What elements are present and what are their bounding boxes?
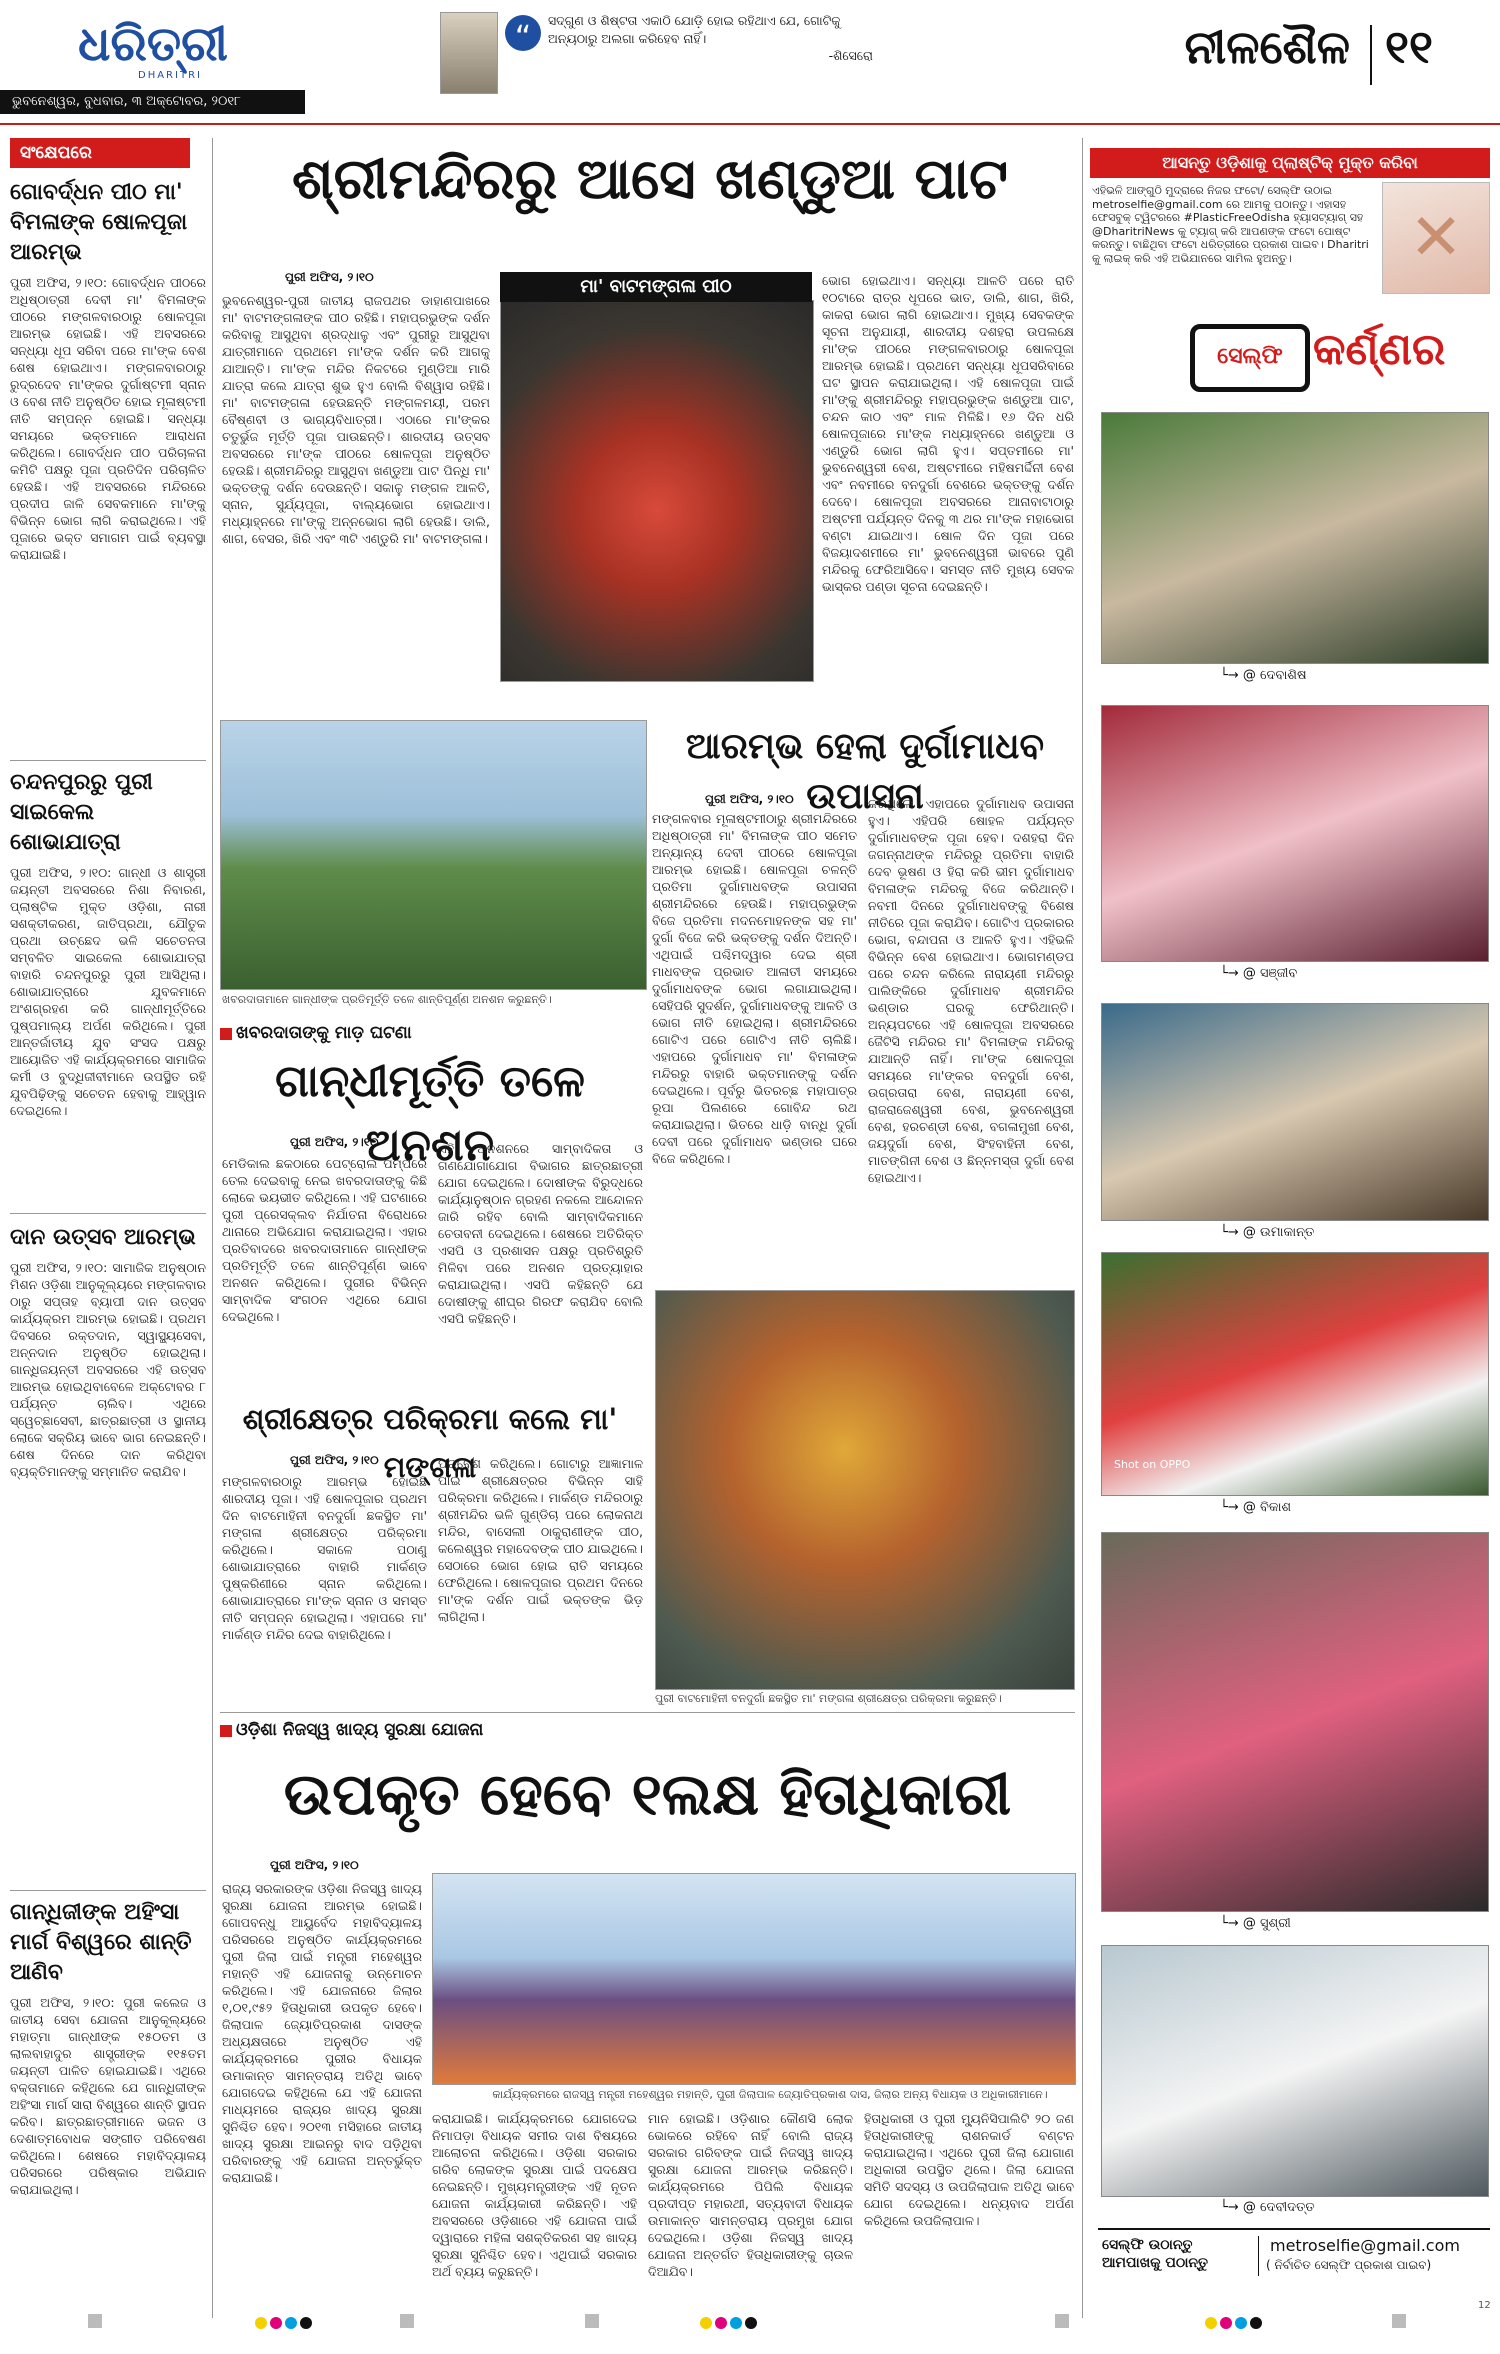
mangala-headline[interactable]: ଶ୍ରୀକ୍ଷେତ୍ର ପରିକ୍ରମା କଲେ ମା' ମଙ୍ଗଳା	[242, 1402, 618, 1484]
corner-arrow-icon: └→	[1220, 1225, 1243, 1240]
food-headline[interactable]: ଉପକୃତ ହେବେ ୧ଲକ୍ଷ ହିତାଧିକାରୀ	[283, 1760, 1012, 1828]
page-mark: 12	[1478, 2300, 1491, 2311]
phone-icon	[1190, 324, 1310, 392]
daily-quote	[548, 12, 883, 92]
corner-arrow-icon: └→	[1220, 668, 1243, 683]
brief-column	[0, 138, 210, 2328]
selfie-name: @ ଉମାକାନ୍ତ	[1242, 1225, 1315, 1240]
corner-arrow-icon: └→	[1220, 2200, 1243, 2215]
photo-tag: ମା' ବାଟମଙ୍ଗଳା ପୀଠ	[500, 272, 812, 302]
food-body-col4: ହିତାଧିକାରୀ ଓ ପୁରୀ ମ୍ୟୁନିସିପାଲିଟି ୨୦ ଜଣ ହିତାଧିକାରୀଙ୍କୁ ରାଶନକାର୍ଡ ବଣ୍ଟନ କରାଯାଇଥିଲା। ଏଥିରେ ପୁରୀ ଜିଲା ଯୋଗାଣ ଅଧିକାରୀ ଉପସ୍ଥିତ ଥିଲେ। ଜିଲା ଯୋଜନା ସମିତି ସଦସ୍ୟ ଓ ଉପଜିଲାପାଳ ଅତିଥି ଭାବେ ଯୋଗ ଦେଇଥିଲେ। ଧନ୍ୟବାଦ ଅର୍ପଣ କରିଥିଲେ ଉପଜିଲାପାଳ।	[864, 2111, 1074, 2228]
selfie-credit	[1220, 1916, 1291, 1931]
crop-mark	[88, 2314, 102, 2328]
selfie-corner-header	[1098, 312, 1490, 404]
crop-mark	[1392, 2314, 1406, 2328]
brief-title: ଦାନ ଉତ୍ସବ ଆରମ୍ଭ	[10, 1225, 196, 1250]
kicker-marker	[220, 1725, 232, 1737]
durga-body-col2: କରିଥିଲେ। ଏହାପରେ ଦୁର୍ଗାମାଧବ ଉପାସନା ହୁଏ। ଏହିପରି ଷୋହଳ ପର୍ଯ୍ୟନ୍ତ ଦୁର୍ଗାମାଧବଙ୍କ ପୂଜା ହେବ। ଦଶହରା ଦିନ ଜଗନ୍ନାଥଙ୍କ ମନ୍ଦିରରୁ ପ୍ରତିମା ବାହାରି ଦେବ ଭୂଷଣ ଓ ହିରା କରି ଭୀମ ଦୁର୍ଗାମାଧବ ବିମଳାଙ୍କ ମନ୍ଦିରକୁ ବିଜେ କରିଥାନ୍ତି। ନବମୀ ଦିନରେ ଦୁର୍ଗାମାଧବଙ୍କୁ ବିଶେଷ ନୀତିରେ ପୂଜା କରାଯିବ। ଗୋଟିଏ ପ୍ରକାରର ଭୋଗ, ବନ୍ଦାପନା ଓ ଆଳତି ହୁଏ। ଏହିଭଳି ବିଭିନ୍ନ ବେଶ ହୋଇଥାଏ। ଭୋଗମଣ୍ଡପ ପରେ ଚନ୍ଦନ କରିଲେ ନାରାୟଣୀ ମନ୍ଦିରରୁ ପାଲିଙ୍କିରେ ଦୁର୍ଗାମାଧବ ଶ୍ରୀମନ୍ଦିର ଭଣ୍ଡାର ଘରକୁ ଫେରିଥାନ୍ତି। ଅନ୍ୟପଟରେ ଏହି ଷୋଳପୂଜା ଅବସରରେ ଜୈଟିସି ମନ୍ଦିରର ମା' ବିମଳାଙ୍କ ମନ୍ଦିରକୁ ଯାଆନ୍ତି ନାହିଁ। ମା'ଙ୍କ ଷୋଳପୂଜା ସମୟରେ ମା'ଙ୍କର ବନଦୁର୍ଗା ବେଶ, ଉଗ୍ରତାରା ବେଶ, ନାରାୟଣୀ ବେଶ, ରାଜରାଜେଶ୍ୱରୀ ବେଶ, ଭୁବନେଶ୍ୱରୀ ବେଶ, ହରଚଣ୍ଡୀ ବେଶ, ବଗଳାମୁଖୀ ବେଶ, ଜୟଦୁର୍ଗା ବେଶ, ସିଂହବାହିନୀ ବେଶ, ମାତଙ୍ଗିନୀ ବେଶ ଓ ଛିନ୍ନମସ୍ତା ଦୁର୍ଗା ବେଶ ହୋଇଥାଏ।	[868, 796, 1074, 1185]
brief-item	[10, 1898, 206, 2354]
quote-icon: “	[505, 15, 541, 51]
selfie-photo[interactable]	[1101, 1003, 1489, 1221]
selfie-credit	[1220, 966, 1297, 981]
masthead-rule	[0, 123, 1500, 125]
mangala-photo-caption: ପୁରୀ ବାଟମୋହିନୀ ବନଦୁର୍ଗା ଛକସ୍ଥିତ ମା' ମଙ୍ଗଳା ଶ୍ରୀକ୍ଷେତ୍ର ପରିକ୍ରମା କରୁଛନ୍ତି।	[655, 1692, 1002, 1705]
selfie-photo[interactable]	[1101, 412, 1489, 664]
brief-title: ଗାନ୍ଧିଜୀଙ୍କ ଅହିଂସା ମାର୍ଗ ବିଶ୍ୱରେ ଶାନ୍ତି ଆଣିବ	[10, 1900, 192, 1985]
selfie-title-b: କର୍ଣ୍ଣର	[1313, 324, 1446, 375]
selfie-name: @ ଦେବାଶିଷ	[1242, 668, 1307, 683]
color-marks	[255, 2314, 315, 2333]
crop-mark	[400, 2314, 414, 2328]
quote-author: -ଶିସେରୋ	[828, 48, 873, 63]
corner-arrow-icon: └→	[1220, 1916, 1243, 1931]
brief-title: ଗୋବର୍ଦ୍ଧନ ପୀଠ ମା' ବିମଳାଙ୍କ ଷୋଳପୂଜା ଆରମ୍ଭ	[10, 180, 188, 265]
brief-divider	[10, 760, 206, 761]
selfie-credit	[1220, 2200, 1315, 2215]
corner-arrow-icon: └→	[1220, 1500, 1243, 1515]
gandhi-body-col1: ମେଡିକାଲ ଛକଠାରେ ପେଟ୍ରୋଲ ପମ୍ପରେ ତେଲ ଦେଇବାକୁ ନେଇ ଖବରଦାତାଙ୍କୁ କିଛି ଲୋକେ ଭୟଭୀତ କରିଥିଲେ। ଏହି ଘଟଣାରେ ପୁରୀ ପ୍ରେସକ୍ଲବ ନିର୍ଯାତନା ବିରୋଧରେ ଥାନାରେ ଅଭିଯୋଗ କରାଯାଇଥିଲା। ଏହାର ପ୍ରତିବାଦରେ ଖବରଦାତାମାନେ ଗାନ୍ଧୀଙ୍କ ପ୍ରତିମୂର୍ତ୍ତି ତଳେ ଶାନ୍ତିପୂର୍ଣ୍ଣ ଭାବେ ଅନଶନ କରିଥିଲେ। ପୁରୀର ବିଭିନ୍ନ ସାମ୍ବାଦିକ ସଂଗଠନ ଏଥିରେ ଯୋଗ ଦେଇଥିଲେ।	[222, 1156, 427, 1324]
selfie-footer	[1098, 2228, 1490, 2282]
print-registration-bar	[0, 2300, 1500, 2335]
kicker-marker	[220, 1028, 232, 1040]
brief-item	[10, 768, 206, 1254]
selfie-name: @ ଦେବୀଦତ୍ତ	[1242, 2200, 1315, 2215]
logo[interactable]	[78, 18, 268, 88]
brief-divider	[10, 1890, 206, 1891]
brief-item	[10, 178, 206, 794]
column-rule	[212, 138, 213, 2318]
cross-fingers-icon: ✕	[1409, 201, 1463, 275]
kicker-text: ଖବରଦାତାଙ୍କୁ ମାଡ଼ ଘଟଣା	[236, 1023, 412, 1043]
selfie-footer-email[interactable]: metroselfie@gmail.com	[1270, 2236, 1460, 2255]
gandhi-kicker	[220, 1023, 640, 1043]
selfie-name: @ ବିକାଶ	[1242, 1500, 1292, 1515]
brief-label: ସଂକ୍ଷେପରେ	[10, 138, 190, 168]
plastic-body: ଏହିଭଳି ଆଙ୍ଗୁଠି ମୁଦ୍ରାରେ ନିଜର ଫଟୋ/ ସେଲ୍‌ଫି ଉଠାଇ metroselfie@gmail.com ରେ ଆମକୁ ପଠାନ୍ତୁ। ଏହାସହ ଫେସବୁକ୍ ଟ୍ୱିଟରରେ #PlasticFreeOdisha ହ୍ୟାସଟ୍ୟାଗ୍ ସହ @DharitriNews କୁ ଟ୍ୟାଗ୍ କରି ଆପଣଙ୍କ ଫଟୋ ପୋଷ୍ଟ କରନ୍ତୁ। ବାଛିଥିବା ଫଟୋ ଧରିତ୍ରୀରେ ପ୍ରକାଶ ପାଇବ। Dharitri କୁ ଲାଇକ୍ କରି ଏହି ଅଭିଯାନରେ ସାମିଲ ହୁଅନ୍ତୁ।	[1092, 184, 1369, 265]
brief-body: ପୁରୀ ଅଫିସ, ୨।୧୦: ଗାନ୍ଧୀ ଓ ଶାସ୍ତ୍ରୀ ଜୟନ୍ତୀ ଅବସରରେ ନିଶା ନିବାରଣ, ପ୍ଲାଷ୍ଟିକ ମୁକ୍ତ ଓଡ଼ିଶା, ନାରୀ ସଶକ୍ତୀକରଣ, ଜାତିପ୍ରଥା, ଯୌତୁକ ପ୍ରଥା ଉଚ୍ଛେଦ ଭଳି ସଚେତନତା ସମ୍ବଳିତ ସାଇକେଲ ଶୋଭାଯାତ୍ରା ବାହାରି ଚନ୍ଦନପୁରରୁ ପୁରୀ ଆସିଥିଲା। ଶୋଭାଯାତ୍ରାରେ ଯୁବକମାନେ ଅଂଶଗ୍ରହଣ କରି ଗାନ୍ଧୀମୂର୍ତ୍ତିରେ ପୁଷ୍ପମାଲ୍ୟ ଅର୍ପଣ କରିଥିଲେ। ପୁରୀ ଆନ୍ତର୍ଜାତୀୟ ଯୁବ ସଂସଦ ପକ୍ଷରୁ ଆୟୋଜିତ ଏହି କାର୍ଯ୍ୟକ୍ରମରେ ସାମାଜିକ କର୍ମୀ ଓ ବୁଦ୍ଧିଜୀବୀମାନେ ଉପସ୍ଥିତ ରହି ଯୁବପିଢ଼ିଙ୍କୁ ସଚେତନ ହେବାକୁ ଆହ୍ୱାନ ଦେଇଥିଲେ।	[10, 865, 206, 1118]
lead-body-col1: ଭୁବନେଶ୍ୱର-ପୁରୀ ଜାତୀୟ ରାଜପଥର ଡାହାଣପାଖରେ ମା' ବାଟମଙ୍ଗଳାଙ୍କ ପୀଠ ରହିଛି। ମହାପ୍ରଭୁଙ୍କ ଦର୍ଶନ କରିବାକୁ ଆସୁଥିବା ଶ୍ରଦ୍ଧାଳୁ ଏବଂ ପୁରୀରୁ ଆସୁଥିବା ଯାତ୍ରୀମାନେ ପ୍ରଥମେ ମା'ଙ୍କ ଦର୍ଶନ କରି ଆଗକୁ ଯାଆନ୍ତି। ମା'ଙ୍କ ମନ୍ଦିର ନିକଟରେ ମୁଣ୍ଡିଆ ମାରି ଯାତ୍ରା କଲେ ଯାତ୍ରା ଶୁଭ ହୁଏ ବୋଲି ବିଶ୍ୱାସ ରହିଛି। ମା' ବାଟମଙ୍ଗଳା ହେଉଛନ୍ତି ମଙ୍ଗଳମୟୀ, ପରମ ବୈଷ୍ଣବୀ ଓ ଭାଗ୍ୟବିଧାତ୍ରୀ। ଏଠାରେ ମା'ଙ୍କର ଚତୁର୍ଭୁଜ ମୂର୍ତ୍ତି ପୂଜା ପାଉଛନ୍ତି। ଶାରଦୀୟ ଉତ୍ସବ ଅବସରରେ ମା'ଙ୍କ ପୀଠରେ ଷୋଳପୂଜା ଅନୁଷ୍ଠିତ ହେଉଛି। ଶ୍ରୀମନ୍ଦିରରୁ ଆସୁଥିବା ଖଣ୍ଡୁଆ ପାଟ ପିନ୍ଧି ମା' ଭକ୍ତଙ୍କୁ ଦର୍ଶନ ଦେଉଛନ୍ତି। ସକାଳୁ ମଙ୍ଗଳ ଆଳତି, ସ୍ନାନ, ସୁର୍ଯ୍ୟପୂଜା, ବାଲ୍ୟଭୋଗ ହୋଇଥାଏ। ମଧ୍ୟାହ୍ନରେ ମା'ଙ୍କୁ ଅନ୍ନଭୋଗ ଲାଗି ହେଉଛି। ଡାଲି, ଶାଗ, ବେସର, ଖିରି ଏବଂ ୩ଟି ଏଣ୍ଡୁରି ମା' ବାଟମଙ୍ଗଳା।	[222, 293, 490, 546]
selfie-title-a: ସେଲ୍‌ଫି	[1217, 344, 1283, 369]
selfie-photo[interactable]	[1101, 1945, 1489, 2197]
masthead	[0, 0, 1500, 125]
food-dateline: ପୁରୀ ଅଫିସ, ୨।୧୦	[270, 1858, 359, 1872]
selfie-footer-note: ( ନିର୍ବାଚିତ ସେଲ୍‌ଫି ପ୍ରକାଶ ପାଇବ)	[1266, 2258, 1432, 2272]
section-name: ନୀଳଶୈଳ	[1184, 20, 1350, 74]
gandhi-photo-caption: ଖବରଦାତାମାନେ ଗାନ୍ଧୀଙ୍କ ପ୍ରତିମୂର୍ତ୍ତି ତଳେ ଶାନ୍ତିପୂର୍ଣ୍ଣ ଅନଶନ କରୁଛନ୍ତି।	[222, 993, 552, 1006]
durga-headline[interactable]: ଆରମ୍ଭ ହେଲା ଦୁର୍ଗାମାଧବ ଉପାସନା	[685, 726, 1045, 817]
selfie-photo[interactable]	[1101, 705, 1489, 962]
gandhi-dateline: ପୁରୀ ଅଫିସ, ୨।୧୦	[290, 1135, 379, 1149]
selfie-credit	[1220, 1225, 1314, 1240]
selfie-name: @ ସୁଶ୍ରୀ	[1242, 1916, 1291, 1931]
food-body-col3: ମାନ ହୋଇଛି। ଓଡ଼ିଶାର କୌଣସି ଲୋକ ଭୋକରେ ରହିବେ ନାହିଁ ବୋଲି ରାଜ୍ୟ ସରକାର ଗରିବଙ୍କ ପାଇଁ ନିଜସ୍ୱ ଖାଦ୍ୟ ସୁରକ୍ଷା ଯୋଜନା ଆରମ୍ଭ କରିଛନ୍ତି। କାର୍ଯ୍ୟକ୍ରମରେ ପିପିଲି ବିଧାୟକ ପ୍ରଦୀପ୍ତ ମହାରଥୀ, ସତ୍ୟବାଦୀ ବିଧାୟକ ଉମାକାନ୍ତ ସାମନ୍ତରାୟ ପ୍ରମୁଖ ଯୋଗ ଦେଇଥିଲେ। ଓଡ଼ିଶା ନିଜସ୍ୱ ଖାଦ୍ୟ ଯୋଜନା ଅନ୍ତର୍ଗତ ହିତାଧିକାରୀଙ୍କୁ ଚାଉଳ ଦିଆଯିବ।	[648, 2111, 853, 2279]
food-event-photo[interactable]	[432, 1873, 1076, 2085]
mangala-body-col2: ପ୍ରବେଶ କରିଥିଲେ। ଗୋଟାରୁ ଆଜ୍ଞାମାଳ ପାଇ ଶ୍ରୀକ୍ଷେତ୍ରର ବିଭିନ୍ନ ସାହି ପରିକ୍ରମା କରିଥିଲେ। ମାର୍କଣ୍ଡ ମନ୍ଦିରଠାରୁ ଶ୍ରୀମନ୍ଦିର ଭଳି ଗୁଣ୍ଡିଚା ପରେ ଲୋକନାଥ ମନ୍ଦିର, ବାସେଲୀ ଠାକୁରାଣୀଙ୍କ ପୀଠ, କଲେଶ୍ୱର ମହାଦେବଙ୍କ ପୀଠ ଯାଇଥିଲେ। ସେଠାରେ ଭୋଗ ହୋଇ ରାତି ସମୟରେ ଫେରିଥିଲେ। ଷୋଳପୂଜାର ପ୍ରଥମ ଦିନରେ ମା'ଙ୍କ ଦର୍ଶନ ପାଇଁ ଭକ୍ତଙ୍କ ଭିଡ଼ ଲାଗିଥିଲା।	[438, 1456, 643, 1624]
brief-body: ପୁରୀ ଅଫିସ, ୨।୧୦: ଗୋବର୍ଦ୍ଧନ ପୀଠରେ ଅଧିଷ୍ଠାତ୍ରୀ ଦେବୀ ମା' ବିମଳାଙ୍କ ପୀଠରେ ମଙ୍ଗଳବାରଠାରୁ ଷୋଳପୂଜା ଆରମ୍ଭ ହୋଇଛି। ଏହି ଅବସରରେ ସନ୍ଧ୍ୟା ଧୂପ ସରିବା ପରେ ମା'ଙ୍କ ବେଶ ଶେଷ ହୋଇଥାଏ। ମଙ୍ଗଳବାରଠାରୁ ରୁଦ୍ରଦେବ ମା'ଙ୍କର ଦୁର୍ଗାଷ୍ଟମୀ ସ୍ନାନ ଓ ବେଶ ନୀତି ଅନୁଷ୍ଠିତ ହୋଇ ମୂଳାଷ୍ଟମୀ ନୀତି ସମ୍ପନ୍ନ ହୋଇଛି। ସନ୍ଧ୍ୟା ସମୟରେ ଭକ୍ତମାନେ ଆରାଧନା କରିଥିଲେ। ଗୋବର୍ଦ୍ଧନ ପୀଠ ପରିଚାଳନା କମିଟି ପକ୍ଷରୁ ପୂଜା ପ୍ରତିଦିନ ପରିଚାଳିତ ହେଉଛି। ଏହି ଅବସରରେ ମନ୍ଦିରରେ ପ୍ରଦୀପ ଜାଳି ସେବକମାନେ ମା'ଙ୍କୁ ବିଭିନ୍ନ ଭୋଗ ଲାଗି କରାଇଥିଲେ। ଏହି ପୂଜାରେ ଭକ୍ତ ସମାଗମ ପାଇଁ ବ୍ୟବସ୍ଥା କରାଯାଇଛି।	[10, 275, 206, 562]
gandhi-statue-photo[interactable]	[220, 720, 647, 990]
masthead-separator	[1370, 25, 1372, 85]
selfie-photo[interactable]	[1101, 1252, 1489, 1496]
brief-divider	[10, 1213, 206, 1214]
mangala-procession-photo[interactable]	[655, 1290, 1075, 1690]
brief-body: ପୁରୀ ଅଫିସ, ୨।୧୦: ପୁରୀ କଲେଜ ଓ ଜାତୀୟ ସେବା ଯୋଜନା ଆନୁକୂଲ୍ୟରେ ମହାତ୍ମା ଗାନ୍ଧୀଙ୍କ ୧୫୦ତମ ଓ ଲାଲବାହାଦୁର ଶାସ୍ତ୍ରୀଙ୍କ ୧୧୫ତମ ଜୟନ୍ତୀ ପାଳିତ ହୋଇଯାଇଛି। ଏଥିରେ ବକ୍ତାମାନେ କହିଥିଲେ ଯେ ଗାନ୍ଧିଜୀଙ୍କ ଅହିଂସା ମାର୍ଗ ସାରା ବିଶ୍ୱରେ ଶାନ୍ତି ସ୍ଥାପନ କରିବ। ଛାତ୍ରଛାତ୍ରୀମାନେ ଭଜନ ଓ ଦେଶାତ୍ମବୋଧକ ସଙ୍ଗୀତ ପରିବେଷଣ କରିଥିଲେ। ଶେଷରେ ମହାବିଦ୍ୟାଳୟ ପରିସରରେ ପରିଷ୍କାର ଅଭିଯାନ କରାଯାଇଥିଲା।	[10, 1995, 206, 2197]
story-divider	[220, 1712, 1075, 1713]
plastic-banner[interactable]: ଆସନ୍ତୁ ଓଡ଼ିଶାକୁ ପ୍ଲାଷ୍ଟିକ୍ ମୁକ୍ତ କରିବା	[1090, 148, 1490, 178]
brief-body: ପୁରୀ ଅଫିସ, ୨।୧୦: ସାମାଜିକ ଅନୁଷ୍ଠାନ ମିଶନ ଓଡ଼ିଶା ଆନୁକୂଲ୍ୟରେ ମଙ୍ଗଳବାର ଠାରୁ ସପ୍ତାହ ବ୍ୟାପୀ ଦାନ ଉତ୍ସବ କାର୍ଯ୍ୟକ୍ରମ ଆରମ୍ଭ ହୋଇଛି। ପ୍ରଥମ ଦିବସରେ ରକ୍ତଦାନ, ସ୍ୱାସ୍ଥ୍ୟସେବା, ଅନ୍ନଦାନ ଅନୁଷ୍ଠିତ ହୋଇଥିଲା। ଗାନ୍ଧିଜୟନ୍ତୀ ଅବସରରେ ଏହି ଉତ୍ସବ ଆରମ୍ଭ ହୋଇଥିବାବେଳେ ଅକ୍ଟୋବର ୮ ପର୍ଯ୍ୟନ୍ତ ଚାଲିବ। ଏଥିରେ ସ୍ୱେଚ୍ଛାସେବୀ, ଛାତ୍ରଛାତ୍ରୀ ଓ ସ୍ଥାନୀୟ ଲୋକେ ସକ୍ରିୟ ଭାବେ ଭାଗ ନେଇଛନ୍ତି। ଶେଷ ଦିନରେ ଦାନ କରିଥିବା ବ୍ୟକ୍ତିମାନଙ୍କୁ ସମ୍ମାନିତ କରାଯିବ।	[10, 1260, 206, 1479]
dateline: ଭୁବନେଶ୍ୱର, ବୁଧବାର, ୩ ଅକ୍ଟୋବର, ୨୦୧୮	[12, 94, 241, 109]
color-marks	[700, 2314, 760, 2333]
brief-item	[10, 1223, 206, 1904]
color-marks	[1205, 2314, 1265, 2333]
lead-body-col2: ଭୋଗ ହୋଇଥାଏ। ସନ୍ଧ୍ୟା ଆଳତି ପରେ ରାତି ୧୦ଟାରେ ରାତ୍ର ଧୂପରେ ଭାତ, ଡାଲି, ଶାଗ, ଖିରି, କାକରା ଭୋଗ ଲାଗି ହୋଇଥାଏ। ମୁଖ୍ୟ ସେବକଙ୍କ ସୂଚନା ଅନୁଯାୟୀ, ଶାରଦୀୟ ଦଶହରା ଉପଲକ୍ଷେ ମା'ଙ୍କ ପୀଠରେ ମଙ୍ଗଳବାରଠାରୁ ଷୋଳପୂଜା ଆରମ୍ଭ ହୋଇଛି। ପ୍ରଥମେ ସନ୍ଧ୍ୟା ଧୂପସରିବାରେ ଘଟ ସ୍ଥାପନ କରାଯାଇଥିଲା। ଏହି ଷୋଳପୂଜା ପାଇଁ ମା'ଙ୍କୁ ଶ୍ରୀମନ୍ଦିରରୁ ମହାପ୍ରଭୁଙ୍କ ଖଣ୍ଡୁଆ ପାଟ, ଚନ୍ଦନ କାଠ ଏବଂ ମାଳ ମିଳିଛି। ୧୬ ଦିନ ଧରି ଷୋଳପୂଜାରେ ମା'ଙ୍କ ମଧ୍ୟାହ୍ନରେ ଖଣ୍ଡୁଆ ଓ ଏଣ୍ଡୁରି ଭୋଗ ଲାଗି ହୁଏ। ସପ୍ତମୀରେ ମା' ଭୁବନେଶ୍ୱରୀ ବେଶ, ଅଷ୍ଟମୀରେ ମହିଷମର୍ଦ୍ଦିନୀ ବେଶ ଏବଂ ନବମୀରେ ବନଦୁର୍ଗା ବେଶରେ ଭକ୍ତଙ୍କୁ ଦର୍ଶନ ଦେବେ। ଷୋଳପୂଜା ଅବସରରେ ଆନାବାଟାଠାରୁ ଅଷ୍ଟମୀ ପର୍ଯ୍ୟନ୍ତ ଦିନକୁ ୩ ଥର ମା'ଙ୍କ ମହାଭୋଗ ବଣ୍ଟା ଯାଇଥାଏ। ଷୋଳ ଦିନ ପୂଜା ପରେ ବିଜୟାଦଶମୀରେ ମା' ଭୁବନେଶ୍ୱରୀ ଭାବରେ ପୁଣି ମନ୍ଦିରକୁ ଫେରିଆସିବେ। ସମସ୍ତ ନୀତି ମୁଖ୍ୟ ସେବକ ଭାସ୍କର ପଣ୍ଡା ସୂଚନା ଦେଇଛନ୍ତି।	[822, 273, 1074, 594]
mangala-body-col1: ମଙ୍ଗଳବାରଠାରୁ ଆରମ୍ଭ ହୋଇଛି ଶାରଦୀୟ ପୂଜା। ଏହି ଷୋଳପୂଜାର ପ୍ରଥମ ଦିନ ବାଟମୋହିନୀ ବନଦୁର୍ଗା ଛକସ୍ଥିତ ମା' ମଙ୍ଗଳା ଶ୍ରୀକ୍ଷେତ୍ର ପରିକ୍ରମା କରିଥିଲେ। ସକାଳେ ପଠାଣୁ ଶୋଭାଯାତ୍ରାରେ ବାହାରି ମାର୍କଣ୍ଡ ପୁଷ୍କରିଣୀରେ ସ୍ନାନ କରିଥିଲେ। ଶୋଭାଯାତ୍ରାରେ ମା'ଙ୍କ ସ୍ନାନ ଓ ସମସ୍ତ ନୀତି ସମ୍ପନ୍ନ ହୋଇଥିଲା। ଏହାପରେ ମା' ମାର୍କଣ୍ଡ ମନ୍ଦିର ଦେଇ ବାହାରିଥିଲେ।	[222, 1474, 427, 1642]
food-kicker	[220, 1720, 820, 1740]
crop-mark	[585, 2314, 599, 2328]
column-rule	[1082, 138, 1083, 2318]
corner-arrow-icon: └→	[1220, 966, 1243, 981]
logo-subtext: DHARITRI	[138, 70, 202, 81]
lead-dateline: ପୁରୀ ଅଫିସ, ୨।୧୦	[285, 270, 374, 284]
selfie-credit	[1220, 668, 1307, 683]
dateline-bar	[0, 90, 305, 114]
durga-dateline: ପୁରୀ ଅଫିସ, ୨।୧୦	[705, 792, 794, 806]
logo-text: ଧରିତ୍ରୀ	[78, 16, 228, 72]
durga-body-col1: ମଙ୍ଗଳବାର ମୂଳାଷ୍ଟମୀଠାରୁ ଶ୍ରୀମନ୍ଦିରରେ ଅଧିଷ୍ଠାତ୍ରୀ ମା' ବିମଳାଙ୍କ ପୀଠ ସମେତ ଅନ୍ୟାନ୍ୟ ଦେବୀ ପୀଠରେ ଷୋଳପୂଜା ଆରମ୍ଭ ହୋଇଛି। ଷୋଳପୂଜା ଚଳନ୍ତି ପ୍ରତିମା ଦୁର୍ଗାମାଧବଙ୍କ ଉପାସନା ଶ୍ରୀମନ୍ଦିରରେ ହେଉଛି। ମହାପ୍ରଭୁଙ୍କ ବିଜେ ପ୍ରତିମା ମଦନମୋହନଙ୍କ ସହ ମା' ଦୁର୍ଗା ବିଜେ କରି ଭକ୍ତଙ୍କୁ ଦର୍ଶନ ଦିଅନ୍ତି। ଏଥିପାଇଁ ପଶ୍ଚିମଦ୍ୱାର ଦେଇ ଶ୍ରୀ ମାଧବଙ୍କ ପ୍ରଭାତ ଆଳାତୀ ସମୟରେ ଦୁର୍ଗାମାଧବଙ୍କ ଭୋଗ ଲଗାଯାଇଥିଲା। ସେହିପରି ସୁଦର୍ଶନ, ଦୁର୍ଗାମାଧବଙ୍କୁ ଆଳତି ଓ ଭୋଗ ନୀତି ହୋଇଥିଲା। ଶ୍ରୀମନ୍ଦିରରେ ଗୋଟିଏ ପରେ ଗୋଟିଏ ନୀତି ଚାଲିଛି। ଏହାପରେ ଦୁର୍ଗାମାଧବ ମା' ବିମଳାଙ୍କ ମନ୍ଦିରରୁ ବାହାରି ଭକ୍ତମାନଙ୍କୁ ଦର୍ଶନ ଦେଇଥିଲେ। ପୂର୍ବରୁ ଭିତରଚ୍ଛ ମହାପାତ୍ର ରୂପା ପିଲଣରେ ଗୋବିନ୍ଦ ରଥ କରାଯାଇଥିଲା। ଭିତରେ ଧାଡ଼ି ବାନ୍ଧି ଦୁର୍ଗା ଦେବୀ ପରେ ଦୁର୍ଗାମାଧବ ଭଣ୍ଡାର ଘରେ ବିଜେ କରିଥିଲେ।	[652, 811, 857, 1166]
selfie-credit	[1220, 1500, 1291, 1515]
mangala-dateline: ପୁରୀ ଅଫିସ, ୨।୧୦	[290, 1453, 379, 1467]
no-plastic-gesture-photo	[1382, 182, 1490, 294]
crop-mark	[1055, 2314, 1069, 2328]
page-number: ୧୧	[1385, 20, 1433, 74]
author-portrait	[440, 12, 498, 94]
food-body-col1: ରାଜ୍ୟ ସରକାରଙ୍କ ଓଡ଼ିଶା ନିଜସ୍ୱ ଖାଦ୍ୟ ସୁରକ୍ଷା ଯୋଜନା ଆରମ୍ଭ ହୋଇଛି। ଗୋପବନ୍ଧୁ ଆୟୁର୍ବେଦ ମହାବିଦ୍ୟାଳୟ ପରିସରରେ ଅନୁଷ୍ଠିତ କାର୍ଯ୍ୟକ୍ରମରେ ପୁରୀ ଜିଲା ପାଇଁ ମନ୍ତ୍ରୀ ମହେଶ୍ୱର ମହାନ୍ତି ଏହି ଯୋଜନାକୁ ଉନ୍ମୋଚନ କରିଥିଲେ। ଏହି ଯୋଜନାରେ ଜିଲାର ୧,୦୧,୯୫୨ ହିତାଧିକାରୀ ଉପକୃତ ହେବେ। ଜିଲାପାଳ ଜ୍ୟୋତିପ୍ରକାଶ ଦାସଙ୍କ ଅଧ୍ୟକ୍ଷତାରେ ଅନୁଷ୍ଠିତ ଏହି କାର୍ଯ୍ୟକ୍ରମରେ ପୁରୀର ବିଧାୟକ ଉମାକାନ୍ତ ସାମନ୍ତରାୟ ଅତିଥି ଭାବେ ଯୋଗଦେଇ କହିଥିଲେ ଯେ ଏହି ଯୋଜନା ମାଧ୍ୟମରେ ରାଜ୍ୟର ଖାଦ୍ୟ ସୁରକ୍ଷା ସୁନିଶ୍ଚିତ ହେବ। ୨୦୧୩ ମସିହାରେ ଜାତୀୟ ଖାଦ୍ୟ ସୁରକ୍ଷା ଆଇନରୁ ବାଦ ପଡ଼ିଥିବା ପରିବାରଙ୍କୁ ଏହି ଯୋଜନା ଅନ୍ତର୍ଭୁକ୍ତ କରାଯାଇଛି।	[222, 1881, 422, 2185]
selfie-footer-divider	[1258, 2236, 1259, 2276]
quote-text: ସଦ୍‌ଗୁଣ ଓ ଶିଷ୍ଟତା ଏକାଠି ଯୋଡ଼ି ହୋଇ ରହିଥାଏ ଯେ, ଗୋଟିକୁ ଅନ୍ୟଠାରୁ ଅଲଗା କରିହେବ ନାହିଁ।	[548, 13, 841, 46]
selfie-footer-left: ସେଲ୍‌ଫି ଉଠାନ୍ତୁ ଆମପାଖକୁ ପଠାନ୍ତୁ	[1102, 2237, 1209, 2271]
gandhi-body-col2: ଏହି ଅନଶନରେ ସାମ୍ବାଦିକତା ଓ ଗଣଯୋଗାଯୋଗ ବିଭାଗର ଛାତ୍ରଛାତ୍ରୀ ଯୋଗ ଦେଇଥିଲେ। ଦୋଷୀଙ୍କ ବିରୁଦ୍ଧରେ କାର୍ଯ୍ୟାନୁଷ୍ଠାନ ଗ୍ରହଣ ନକଲେ ଆନ୍ଦୋଳନ ଜାରି ରହିବ ବୋଲି ସାମ୍ବାଦିକମାନେ ଚେତାବନୀ ଦେଇଥିଲେ। ଶେଷରେ ଅତିରିକ୍ତ ଏସପି ଓ ପ୍ରଶାସନ ପକ୍ଷରୁ ପ୍ରତିଶ୍ରୁତି ମିଳିବା ପରେ ଅନଶନ ପ୍ରତ୍ୟାହାର କରାଯାଇଥିଲା। ଏସପି କହିଛନ୍ତି ଯେ ଦୋଷୀଙ୍କୁ ଶୀଘ୍ର ଗିରଫ କରାଯିବ ବୋଲି ଏସପି କହିଛନ୍ତି।	[438, 1141, 643, 1326]
selfie-photo[interactable]	[1101, 1532, 1489, 1912]
gandhi-headline[interactable]: ଗାନ୍ଧୀମୂର୍ତ୍ତି ତଳେ ଅନଶନ	[275, 1056, 585, 1171]
selfie-name: @ ସଞ୍ଜୀବ	[1242, 966, 1298, 981]
lead-photo[interactable]	[500, 300, 814, 682]
food-photo-caption: କାର୍ଯ୍ୟକ୍ରମରେ ରାଜସ୍ୱ ମନ୍ତ୍ରୀ ମହେଶ୍ୱର ମହାନ୍ତି, ପୁରୀ ଜିଲାପାଳ ଜ୍ୟୋତିପ୍ରକାଶ ଦାସ, ଜିଲାର ଅନ୍ୟ ବିଧାୟକ ଓ ଅଧିକାରୀମାନେ।	[492, 2088, 1048, 2101]
lead-headline[interactable]: ଶ୍ରୀମନ୍ଦିରରୁ ଆସେ ଖଣ୍ଡୁଆ ପାଟ	[292, 147, 1008, 212]
brief-title: ଚନ୍ଦନପୁରରୁ ପୁରୀ ସାଇକେଲ ଶୋଭାଯାତ୍ରା	[10, 770, 153, 855]
camera-watermark: Shot on OPPO	[1114, 1458, 1191, 1471]
kicker-text: ଓଡ଼ିଶା ନିଜସ୍ୱ ଖାଦ୍ୟ ସୁରକ୍ଷା ଯୋଜନା	[236, 1720, 484, 1740]
food-body-col2: କରାଯାଇଛି। କାର୍ଯ୍ୟକ୍ରମରେ ଯୋଗଦେଇ ନିମାପଡ଼ା ବିଧାୟକ ସମୀର ଦାଶ ବିଷୟରେ ଆଲୋଚନା କରିଥିଲେ। ଓଡ଼ିଶା ସରକାର ଗରିବ ଲୋକଙ୍କ ସୁରକ୍ଷା ପାଇଁ ପଦକ୍ଷେପ ନେଇଛନ୍ତି। ମୁଖ୍ୟମନ୍ତ୍ରୀଙ୍କ ଏହି ନୂତନ ଯୋଜନା କାର୍ଯ୍ୟକାରୀ କରିଛନ୍ତି। ଏହି ଅବସରରେ ଓଡ଼ିଶାରେ ଏହି ଯୋଜନା ପାଇଁ ଦ୍ୱାରାରେ ମହିଳା ସଶକ୍ତିକରଣ ସହ ଖାଦ୍ୟ ସୁରକ୍ଷା ସୁନିଶ୍ଚିତ ହେବ। ଏଥିପାଇଁ ସରକାର ଅର୍ଥ ବ୍ୟୟ କରୁଛନ୍ତି।	[432, 2111, 637, 2279]
